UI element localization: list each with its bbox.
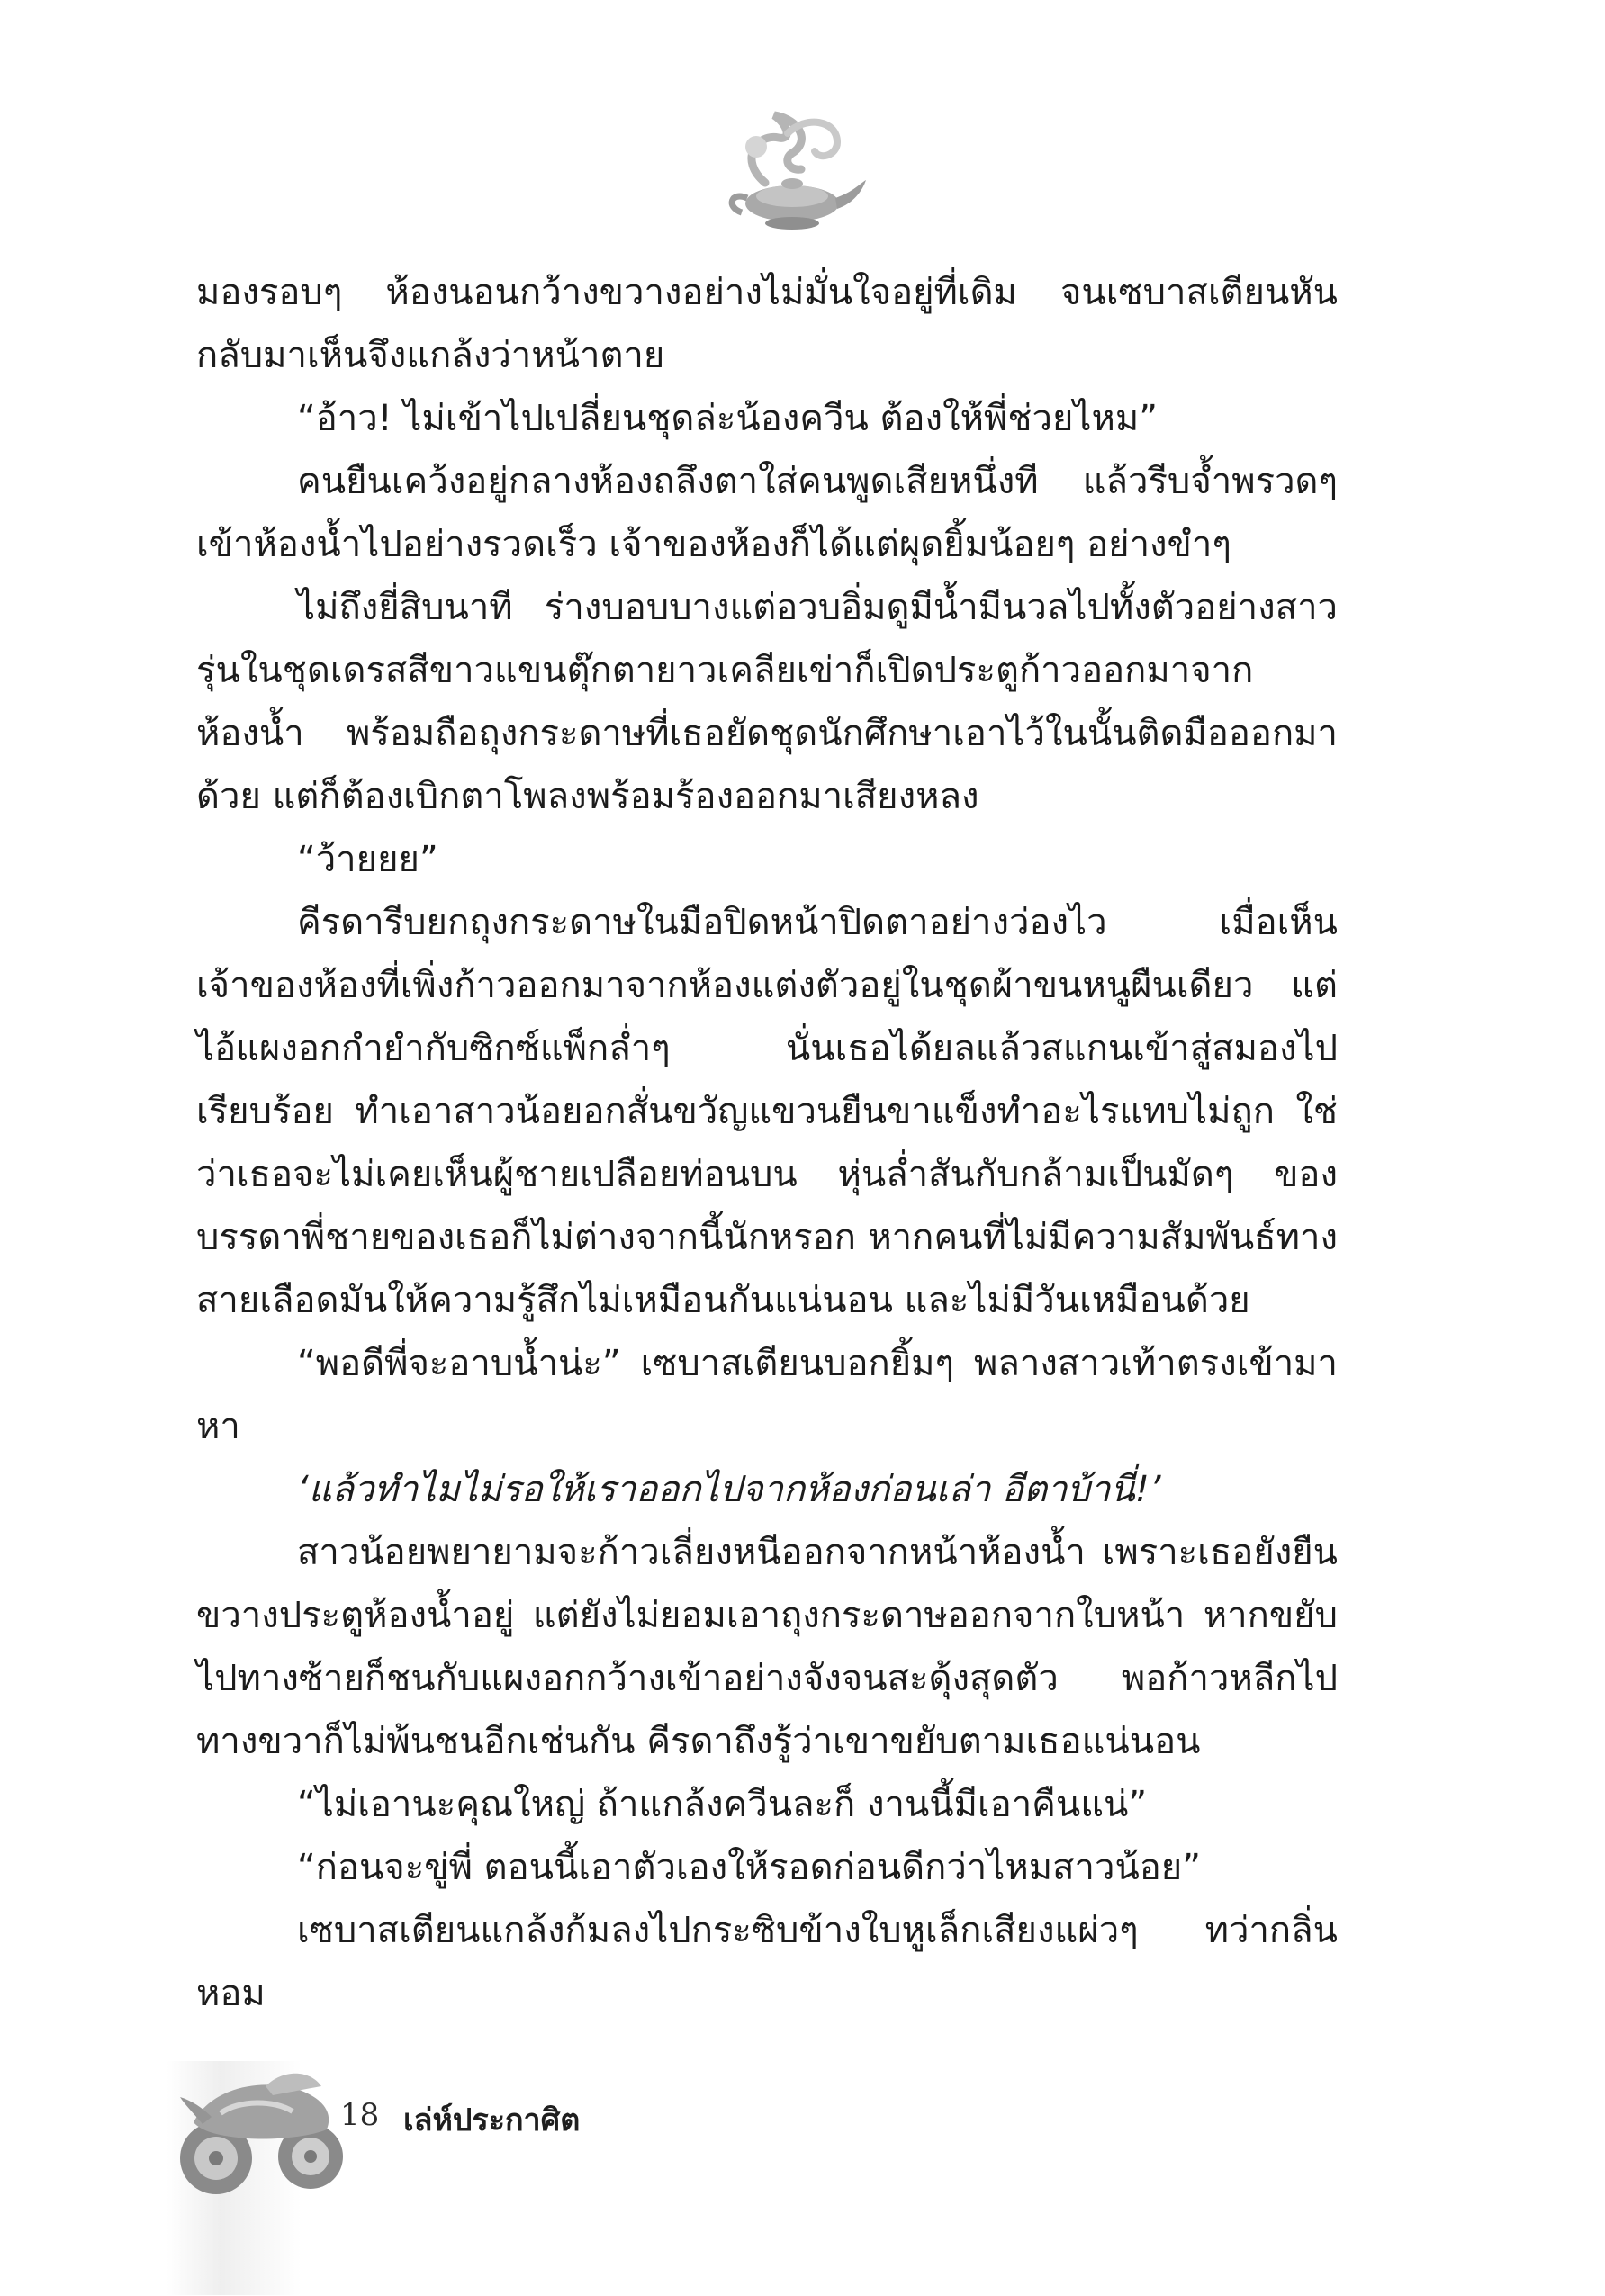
paragraph: สาวน้อยพยายามจะก้าวเลี่ยงหนีออกจากหน้าห้องน้ำ เพราะเธอยังยืนขวางประตูห้องน้ำอยู่ แต่ยังไม่ยอมเอาถุงกระดาษออกจากใบหน้า หากขยับไปทางซ้ายก็ชนกับแผงอกกว้างเข้าอย่างจังจนสะดุ้งสุดตัว พอก้าวหลีกไปทางขวาก็ไม่พ้นชนอีกเช่นกัน คีรดาถึงรู้ว่าเขาขยับตามเธอแน่นอน — [196, 1532, 1338, 1762]
genie-lamp-icon — [702, 97, 873, 241]
paragraph: คีรดารีบยกถุงกระดาษในมือปิดหน้าปิดตาอย่างว่องไว เมื่อเห็นเจ้าของห้องที่เพิ่งก้าวออกมาจากห้องแต่งตัวอยู่ในชุดผ้าขนหนูผืนเดียว แต่ไอ้แผงอกกำยำกับซิกซ์แพ็กล่ำๆ นั่นเธอได้ยลแล้วสแกนเข้าสู่สมองไปเรียบร้อย ทำเอาสาวน้อยอกสั่นขวัญแขวนยืนขาแข็งทำอะไรแทบไม่ถูก ใช่ว่าเธอจะไม่เคยเห็นผู้ชายเปลือยท่อนบน หุ่นล่ำสันกับกล้ามเป็นมัดๆ ของบรรดาพี่ชายของเธอก็ไม่ต่างจากนี้นักหรอก หากคนที่ไม่มีความสัมพันธ์ทางสายเลือดมันให้ความรู้สึกไม่เหมือนกันแน่นอน และไม่มีวันเหมือนด้วย — [196, 902, 1338, 1321]
body-text — [196, 261, 1338, 2025]
paragraph: “อ้าว! ไม่เข้าไปเปลี่ยนชุดล่ะน้องควีน ต้องให้พี่ช่วยไหม” — [297, 398, 1158, 439]
paragraph: ไม่ถึงยี่สิบนาที ร่างบอบบางแต่อวบอิ่มดูมีน้ำมีนวลไปทั้งตัวอย่างสาวรุ่นในชุดเดรสสีขาวแขนตุ๊กตายาวเคลียเข่าก็เปิดประตูก้าวออกมาจากห้องน้ำ พร้อมถือถุงกระดาษที่เธอยัดชุดนักศึกษาเอาไว้ในนั้นติดมือออกมาด้วย แต่ก็ต้องเบิกตาโพลงพร้อมร้องออกมาเสียงหลง — [196, 587, 1338, 817]
paragraph: “พอดีพี่จะอาบน้ำน่ะ” เซบาสเตียนบอกยิ้มๆ พลางสาวเท้าตรงเข้ามาหา — [196, 1343, 1338, 1447]
paragraph: มองรอบๆ ห้องนอนกว้างขวางอย่างไม่มั่นใจอยู่ที่เดิม จนเซบาสเตียนหันกลับมาเห็นจึงแกล้งว่าหน้าตาย — [196, 272, 1338, 376]
page-number: 18 — [340, 2097, 380, 2133]
paragraph: คนยืนเคว้งอยู่กลางห้องถลึงตาใส่คนพูดเสียหนึ่งที แล้วรีบจ้ำพรวดๆ เข้าห้องน้ำไปอย่างรวดเร็ว เจ้าของห้องก็ได้แต่ผุดยิ้มน้อยๆ อย่างขำๆ — [196, 461, 1338, 565]
motorcycle-icon — [167, 2050, 356, 2208]
paragraph: ‘แล้วทำไมไม่รอให้เราออกไปจากห้องก่อนเล่า อีตาบ้านี่!’ — [297, 1469, 1161, 1510]
book-title: เล่ห์ประกาศิต — [403, 2102, 581, 2138]
paragraph: “ไม่เอานะคุณใหญ่ ถ้าแกล้งควีนละก็ งานนี้มีเอาคืนแน่” — [297, 1784, 1148, 1825]
paragraph: “ก่อนจะขู่พี่ ตอนนี้เอาตัวเองให้รอดก่อนดีกว่าไหมสาวน้อย” — [297, 1847, 1201, 1888]
paragraph: “ว้ายยย” — [297, 839, 438, 880]
paragraph: เซบาสเตียนแกล้งก้มลงไปกระซิบข้างใบหูเล็กเสียงแผ่วๆ ทว่ากลิ่นหอม — [196, 1910, 1338, 2014]
